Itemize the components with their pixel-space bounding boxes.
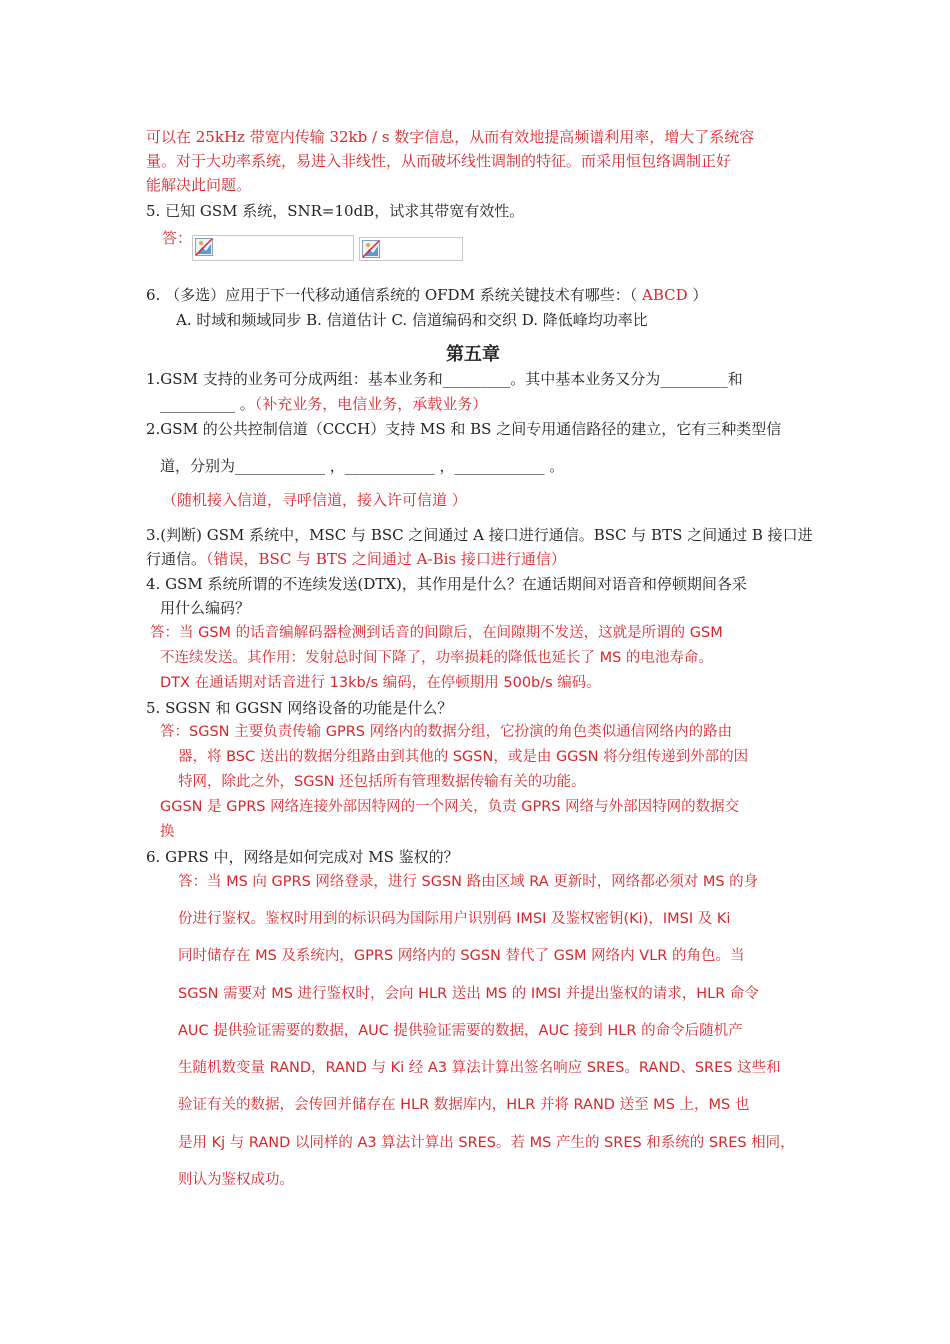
answer-line: DTX 在通话期对话音进行 13kb/s 编码，在停顿期用 500b/s 编码。: [160, 675, 601, 691]
formula-image: [359, 237, 463, 261]
answer-line: 是用 Kj 与 RAND 以同样的 A3 算法计算出 SRES。若 MS 产生的 SRES 和系统的 SRES 相同，: [178, 1135, 795, 1151]
answer-line: 不连续发送。其作用：发射总时间下降了，功率损耗的降低也延长了 MS 的电池寿命。: [160, 650, 713, 666]
question-5b: 5. SGSN 和 GGSN 网络设备的功能是什么？: [146, 699, 453, 717]
answer-label: 答：: [162, 229, 193, 247]
question-text: 6. （多选）应用于下一代移动通信系统的 OFDM 系统关键技术有哪些：（: [146, 286, 642, 304]
answer-line: 量。对于大功率系统，易进入非线性，从而破坏线性调制的特征。而采用恒包络调制正好: [146, 152, 732, 170]
answer-line: GGSN 是 GPRS 网络连接外部因特网的一个网关，负责 GPRS 网络与外部因特网的数据交: [160, 799, 740, 815]
question-4: 4. GSM 系统所谓的不连续发送(DTX)，其作用是什么？在通话期间对语音和停顿期间各采: [146, 575, 747, 593]
question-5: 5. 已知 GSM 系统，SNR=10dB，试求其带宽有效性。: [146, 202, 525, 220]
question-6: [146, 285, 707, 305]
answer-text: （补充业务，电信业务，承载业务）: [254, 395, 488, 413]
question-3-line2: [146, 549, 566, 569]
answer-line: 器，将 BSC 送出的数据分组路由到其他的 SGSN，或是由 GGSN 将分组传递到外部的因: [178, 749, 749, 765]
answer-line: AUC 提供验证需要的数据，AUC 提供验证需要的数据，AUC 接到 HLR 的命令后随机产: [178, 1023, 743, 1039]
answer-text: （随机接入信道，寻呼信道，接入许可信道 ）: [162, 491, 467, 509]
answer-line: 验证有关的数据，会传回并储存在 HLR 数据库内，HLR 并将 RAND 送至 MS 上，MS 也: [178, 1097, 750, 1113]
broken-image-icon: [195, 238, 213, 256]
question-1-line2: [160, 394, 487, 414]
answer-line: 份进行鉴权。鉴权时用到的标识码为国际用户识别码 IMSI 及鉴权密钥(Ki)，IMSI 及 Ki: [178, 911, 731, 927]
answer-line: 则认为鉴权成功。: [178, 1172, 294, 1188]
broken-image-icon: [362, 240, 380, 258]
question-2: 2.GSM 的公共控制信道（CCCH）支持 MS 和 BS 之间专用通信路径的建立，它有三种类型信: [146, 420, 782, 438]
question-options: A. 时域和频域同步 B. 信道估计 C. 信道编码和交织 D. 降低峰均功率比: [176, 311, 648, 329]
blank-text: __________ 。: [160, 395, 255, 413]
answer-line: 生随机数变量 RAND，RAND 与 Ki 经 A3 算法计算出签名响应 SRES。RAND、SRES 这些和: [178, 1060, 781, 1076]
chapter-title: 第五章: [446, 344, 500, 365]
answer-line: 换: [160, 824, 175, 840]
question-text: ）: [687, 286, 708, 304]
answer-text: （错误，BSC 与 BTS 之间通过 A-Bis 接口进行通信）: [206, 550, 566, 568]
answer-line: 答：SGSN 主要负责传输 GPRS 网络内的数据分组，它扮演的角色类似通信网络内的路由: [160, 724, 733, 740]
answer-line: 答：当 GSM 的话音编解码器检测到话音的间隙后，在间隙期不发送，这就是所谓的 GSM: [150, 625, 723, 641]
question-3: 3.(判断) GSM 系统中，MSC 与 BSC 之间通过 A 接口进行通信。BSC 与 BTS 之间通过 B 接口进: [146, 526, 813, 544]
answer-line: 可以在 25kHz 带宽内传输 32kb / s 数字信息，从而有效地提高频谱利用率，增大了系统容: [146, 128, 755, 146]
question-6b: 6. GPRS 中，网络是如何完成对 MS 鉴权的？: [146, 848, 459, 866]
answer-line: 特网，除此之外，SGSN 还包括所有管理数据传输有关的功能。: [178, 774, 586, 790]
question-text: 行通信。: [146, 550, 207, 568]
question-1: 1.GSM 支持的业务可分成两组：基本业务和_________。其中基本业务又分为_________和: [146, 370, 743, 388]
formula-image: [192, 235, 354, 261]
answer-text: ABCD: [641, 286, 688, 304]
answer-line: 能解决此问题。: [146, 176, 252, 194]
answer-line: SGSN 需要对 MS 进行鉴权时，会向 HLR 送出 MS 的 IMSI 并提出鉴权的请求，HLR 命令: [178, 986, 759, 1002]
answer-line: 同时储存在 MS 及系统内，GPRS 网络内的 SGSN 替代了 GSM 网络内 VLR 的角色。当: [178, 948, 745, 964]
question-2-line2: 道，分别为____________ ，____________ ，____________ 。: [160, 457, 565, 475]
answer-line: 答：当 MS 向 GPRS 网络登录，进行 SGSN 路由区域 RA 更新时，网络都必须对 MS 的身: [178, 874, 759, 890]
question-4-line2: 用什么编码？: [160, 599, 251, 617]
